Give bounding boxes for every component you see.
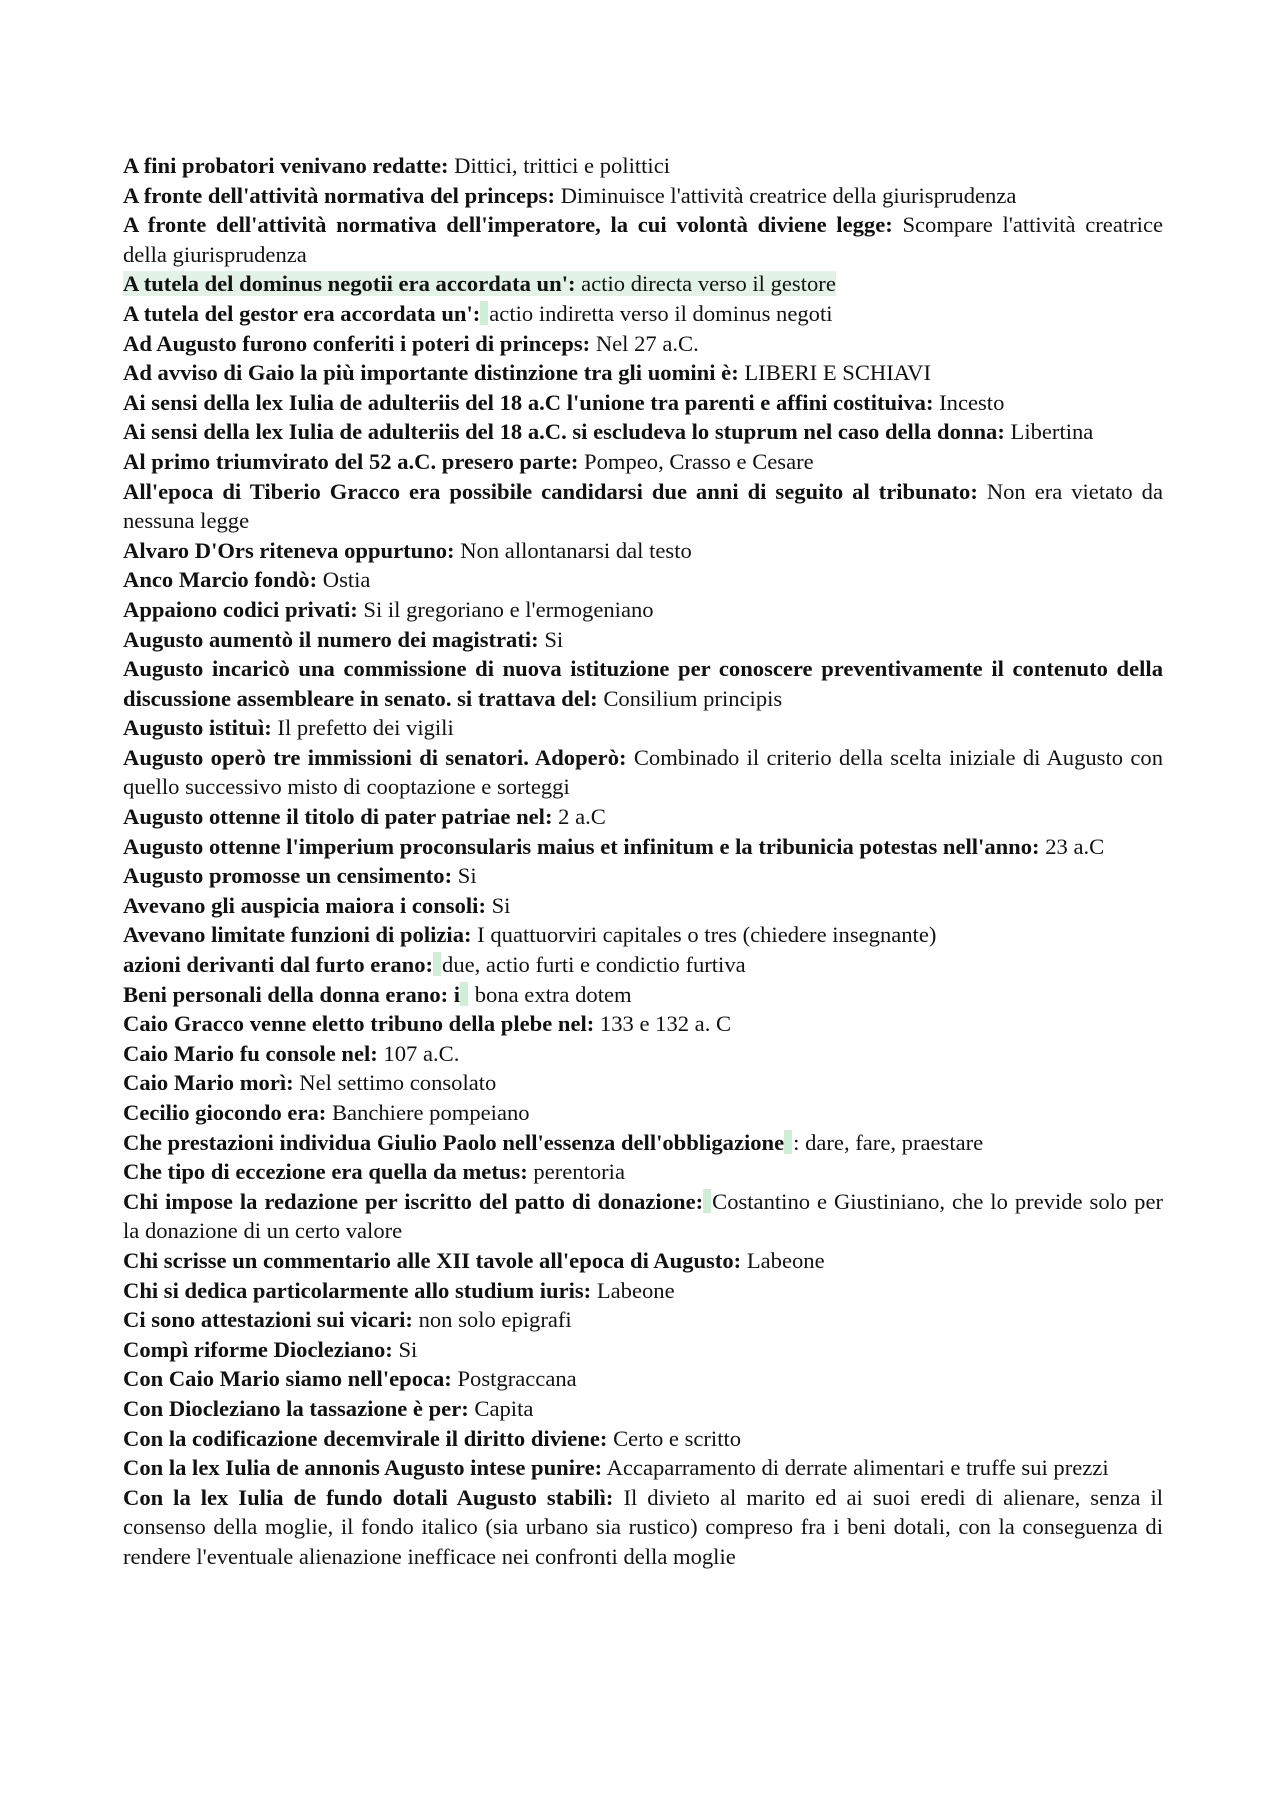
answer-text: 23 a.C [1039,833,1105,859]
qa-entry [123,1394,1163,1424]
highlighted-line [123,271,836,296]
question-text: Con la lex Iulia de annonis Augusto intese punire: [123,1455,603,1481]
question-text: Chi impose la redazione per iscritto del patto di donazione: [123,1188,704,1214]
question-text: Compì riforme Diocleziano: [123,1336,393,1362]
answer-text: Si [538,626,564,652]
qa-entry [123,151,1163,181]
qa-entry [123,1453,1163,1483]
question-text: Ai sensi della lex Iulia de adulteriis del 18 a.C l'unione tra parenti e affini costituiva: [123,389,934,415]
question-text: Appaiono codici privati: [123,596,358,622]
answer-text: perentoria [527,1159,625,1185]
answer-text: Certo e scritto [607,1425,742,1451]
qa-entry [123,1305,1163,1335]
qa-entry [123,565,1163,595]
qa-entry [123,181,1163,211]
question-text: Caio Mario morì: [123,1070,294,1096]
answer-text: actio indiretta verso il dominus negoti [489,300,833,326]
qa-entry [123,1424,1163,1454]
qa-entry [123,920,1163,950]
qa-entry [123,625,1163,655]
answer-text: LIBERI E SCHIAVI [738,360,931,386]
answer-text: Si [485,892,511,918]
answer-text: : dare, fare, praestare [793,1129,984,1155]
qa-entry [123,388,1163,418]
qa-entry [123,1246,1163,1276]
qa-entry [123,980,1163,1010]
question-text: All'epoca di Tiberio Gracco era possibile candidarsi due anni di seguito al tribunato: [123,478,978,504]
highlight-mark [784,1130,792,1154]
qa-entry [123,1098,1163,1128]
answer-text: Il divieto al marito ed ai suoi eredi di alienare, senza il consenso della moglie, il fondo italico (sia urbano sia rustico) compreso fra i beni dotali, con la conseguenza di rendere l'eventuale alienazione inefficace nei confronti della moglie [123,1484,1163,1569]
question-text: A fronte dell'attività normativa dell'imperatore, la cui volontà diviene legge: [123,212,893,238]
answer-text: I quattuorviri capitales o tres (chiedere insegnante) [471,922,937,948]
answer-text: Nel settimo consolato [293,1070,497,1096]
question-text: Ad avviso di Gaio la più importante distinzione tra gli uomini è: [123,360,739,386]
qa-entry [123,269,1163,299]
qa-entry [123,477,1163,536]
answer-text: Si [452,863,477,889]
qa-entry [123,1128,1163,1158]
answer-text: Il prefetto dei vigili [271,715,454,741]
question-text: Augusto ottenne il titolo di pater patriae nel: [123,804,553,830]
qa-entry [123,743,1163,802]
qa-entry [123,1009,1163,1039]
qa-entry [123,1039,1163,1069]
qa-entry [123,299,1163,329]
question-text: A fini probatori venivano redatte: [123,153,449,178]
answer-text: Ostia [317,567,371,593]
qa-entry [123,802,1163,832]
answer-text: Labeone [741,1247,825,1273]
qa-entry [123,447,1163,477]
highlight-mark [480,301,488,325]
qa-entry [123,1157,1163,1187]
answer-text: Non allontanarsi dal testo [454,537,692,563]
qa-entry [123,832,1163,862]
question-text: Avevano limitate funzioni di polizia: [123,922,472,948]
qa-entry [123,595,1163,625]
question-text: Con Diocleziano la tassazione è per: [123,1395,469,1421]
answer-text: Nel 27 a.C. [590,330,699,356]
qa-entry [123,713,1163,743]
answer-text: Costantino e Giustiniano, che lo previde solo per la donazione di un certo valore [123,1188,1163,1244]
answer-text: Combinado il criterio della scelta iniziale di Augusto con quello successivo misto di cooptazione e sorteggi [123,744,1163,800]
question-text: Che prestazioni individua Giulio Paolo nell'essenza dell'obbligazione [123,1129,785,1155]
question-text: Alvaro D'Ors riteneva oppurtuno: [123,537,455,563]
question-text: Caio Mario fu console nel: [123,1040,378,1066]
question-text: Beni personali della donna erano: i [123,981,461,1007]
qa-entry [123,1276,1163,1306]
qa-entry [123,1187,1163,1246]
answer-text: Pompeo, Crasso e Cesare [578,448,814,474]
qa-entry [123,210,1163,269]
question-text: Ai sensi della lex Iulia de adulteriis del 18 a.C. si escludeva lo stuprum nel caso della donna: [123,419,1005,445]
answer-text: Scompare l'attività creatrice della giurisprudenza [123,212,1163,267]
highlight-mark [703,1189,711,1213]
qa-entry [123,329,1163,359]
answer-text: Si il gregoriano e l'ermogeniano [357,596,654,622]
qa-entry [123,950,1163,980]
qa-entry [123,536,1163,566]
answer-text: Incesto [933,389,1005,415]
question-text: Augusto incaricò una commissione di nuova istituzione per conoscere preventivamente il contenuto della discussione assembleare in senato. si trattava del: [123,656,1163,711]
question-text: Caio Gracco venne eletto tribuno della plebe nel: [123,1011,595,1037]
question-text: Con Caio Mario siamo nell'epoca: [123,1366,452,1392]
qa-entry [123,1483,1163,1572]
question-text: Augusto operò tre immissioni di senatori. Adoperò: [123,744,627,770]
qa-entry [123,358,1163,388]
question-text: Ad Augusto furono conferiti i poteri di princeps: [123,330,591,356]
highlight-mark [460,982,468,1006]
document-body [123,151,1163,1572]
answer-text: Consilium principis [597,685,783,711]
answer-text: Diminuisce l'attività creatrice della giurisprudenza [554,182,1017,208]
answer-text: Capita [468,1395,534,1421]
answer-text: actio directa verso il gestore [575,271,836,297]
qa-entry [123,1364,1163,1394]
question-text: Augusto promosse un censimento: [123,863,453,889]
question-text: Augusto istituì: [123,715,272,741]
answer-text: 2 a.C [552,804,606,830]
answer-text: non solo epigrafi [412,1307,572,1333]
answer-text: Non era vietato da nessuna legge [123,478,1163,534]
qa-entry [123,654,1163,713]
qa-entry [123,1335,1163,1365]
answer-text: due, actio furti e condictio furtiva [442,952,746,978]
answer-text: Labeone [591,1277,675,1303]
question-text: Augusto ottenne l'imperium proconsularis maius et infinitum e la tribunicia potestas nell'anno: [123,833,1040,859]
question-text: Al primo triumvirato del 52 a.C. presero parte: [123,448,579,474]
answer-text: 133 e 132 a. C [594,1011,732,1037]
answer-text: Banchiere pompeiano [326,1100,530,1125]
answer-text: Dittici, trittici e polittici [448,153,671,178]
answer-text: Postgraccana [451,1366,577,1392]
question-text: A tutela del dominus negotii era accordata un': [123,271,576,297]
qa-entry [123,891,1163,921]
question-text: Con la codificazione decemvirale il diritto diviene: [123,1425,608,1451]
question-text: Augusto aumentò il numero dei magistrati: [123,626,539,652]
question-text: Cecilio giocondo era: [123,1100,327,1125]
qa-entry [123,861,1163,891]
question-text: Anco Marcio fondò: [123,567,318,593]
question-text: azioni derivanti dal furto erano: [123,952,434,978]
answer-text: 107 a.C. [377,1040,460,1066]
question-text: Con la lex Iulia de fundo dotali Augusto stabilì: [123,1484,614,1510]
question-text: Ci sono attestazioni sui vicari: [123,1307,413,1333]
question-text: Che tipo di eccezione era quella da metus: [123,1159,528,1185]
question-text: Chi si dedica particolarmente allo studium iuris: [123,1277,592,1303]
answer-text: Libertina [1004,419,1094,445]
question-text: Chi scrisse un commentario alle XII tavole all'epoca di Augusto: [123,1247,742,1273]
question-text: Avevano gli auspicia maiora i consoli: [123,892,486,918]
answer-text: Accaparramento di derrate alimentari e truffe sui prezzi [602,1455,1109,1481]
answer-text: Si [392,1336,418,1362]
question-text: A fronte dell'attività normativa del princeps: [123,182,555,208]
highlight-mark [433,952,441,976]
qa-entry [123,417,1163,447]
question-text: A tutela del gestor era accordata un': [123,300,481,326]
qa-entry [123,1068,1163,1098]
answer-text: bona extra dotem [469,981,632,1007]
